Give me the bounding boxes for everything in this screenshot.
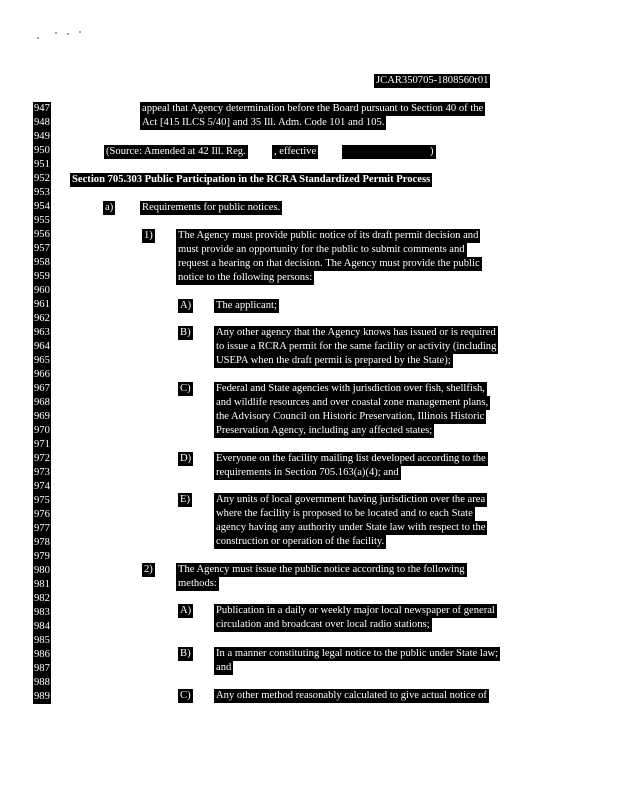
item-C2-text: Any other method reasonably calculated to give actual notice of xyxy=(216,690,487,701)
line-number: 958 xyxy=(34,257,50,268)
item-C2-label: C) xyxy=(180,690,191,701)
item-A2-line: Publication in a daily or weekly major local newspaper of general xyxy=(216,605,495,616)
line-number: 963 xyxy=(34,327,50,338)
document-id: JCAR350705-1808560r01 xyxy=(376,75,489,86)
line-number: 986 xyxy=(34,649,50,660)
item-B-line: to issue a RCRA permit for the same facility or activity (including xyxy=(216,341,497,352)
speck xyxy=(55,32,57,34)
item-2-label: 2) xyxy=(144,564,153,575)
line-number: 989 xyxy=(34,691,50,702)
speck xyxy=(67,33,69,35)
source-effective: , effective xyxy=(274,146,317,157)
line-number: 967 xyxy=(34,383,50,394)
scan-specks xyxy=(37,32,97,40)
item-C-line: Preservation Agency, including any affected states; xyxy=(216,425,433,436)
item-D-line: Everyone on the facility mailing list developed according to the xyxy=(216,453,486,464)
item-A2-label: A) xyxy=(180,605,192,616)
item-E-line: agency having any authority under State law with respect to the xyxy=(216,522,486,533)
speck xyxy=(79,31,81,33)
line-number: 975 xyxy=(34,495,50,506)
item-1-line: The Agency must provide public notice of its draft permit decision and xyxy=(178,230,479,241)
subsection-a-label: a) xyxy=(105,202,114,213)
item-1-line: must provide an opportunity for the public to submit comments and xyxy=(178,244,465,255)
item-D-label: D) xyxy=(180,453,192,464)
line-number: 947 xyxy=(34,103,50,114)
source-effective-blank xyxy=(342,145,434,159)
line-number: 987 xyxy=(34,663,50,674)
item-C-line: and wildlife resources and over coastal zone management plans, xyxy=(216,397,489,408)
source-close-paren: ) xyxy=(430,146,434,157)
line-number: 955 xyxy=(34,215,50,226)
text-line-947: appeal that Agency determination before the Board pursuant to Section 40 of the xyxy=(142,103,484,114)
line-number: 984 xyxy=(34,621,50,632)
item-C-line: Federal and State agencies with jurisdiction over fish, shellfish, xyxy=(216,383,485,394)
line-number: 952 xyxy=(34,173,50,184)
line-number: 988 xyxy=(34,677,50,688)
item-E-line: construction or operation of the facility. xyxy=(216,536,385,547)
line-number: 982 xyxy=(34,593,50,604)
line-number: 980 xyxy=(34,565,50,576)
source-note: (Source: Amended at 42 Ill. Reg. xyxy=(106,146,246,157)
item-E-label: E) xyxy=(180,494,190,505)
line-number: 970 xyxy=(34,425,50,436)
section-heading: Section 705.303 Public Participation in the RCRA Standardized Permit Process xyxy=(72,174,431,185)
line-number: 973 xyxy=(34,467,50,478)
line-number: 961 xyxy=(34,299,50,310)
line-number: 965 xyxy=(34,355,50,366)
line-number: 968 xyxy=(34,397,50,408)
item-E-line: Any units of local government having jurisdiction over the area xyxy=(216,494,486,505)
line-number: 977 xyxy=(34,523,50,534)
item-2-line: The Agency must issue the public notice according to the following xyxy=(178,564,465,575)
line-number: 981 xyxy=(34,579,50,590)
item-D-line: requirements in Section 705.163(a)(4); and xyxy=(216,467,399,478)
line-number: 972 xyxy=(34,453,50,464)
item-A-label: A) xyxy=(180,300,192,311)
item-B2-line: and xyxy=(216,662,232,673)
line-number: 978 xyxy=(34,537,50,548)
item-E-line: where the facility is proposed to be located and to each State xyxy=(216,508,473,519)
line-number: 983 xyxy=(34,607,50,618)
line-number: 969 xyxy=(34,411,50,422)
item-1-line: notice to the following persons: xyxy=(178,272,313,283)
line-number: 979 xyxy=(34,551,50,562)
item-C-line: the Advisory Council on Historic Preservation, Illinois Historic xyxy=(216,411,485,422)
speck xyxy=(37,37,39,39)
item-B2-label: B) xyxy=(180,648,191,659)
item-1-label: 1) xyxy=(144,230,153,241)
line-number: 985 xyxy=(34,635,50,646)
line-number: 951 xyxy=(34,159,50,170)
item-C-label: C) xyxy=(180,383,191,394)
line-number: 950 xyxy=(34,145,50,156)
line-number: 976 xyxy=(34,509,50,520)
line-number: 962 xyxy=(34,313,50,324)
item-A2-line: circulation and broadcast over local radio stations; xyxy=(216,619,430,630)
item-B-line: Any other agency that the Agency knows has issued or is required xyxy=(216,327,496,338)
line-number: 964 xyxy=(34,341,50,352)
line-number: 948 xyxy=(34,117,50,128)
line-number: 960 xyxy=(34,285,50,296)
line-number: 971 xyxy=(34,439,50,450)
line-number: 966 xyxy=(34,369,50,380)
item-A-text: The applicant; xyxy=(216,300,277,311)
line-number: 956 xyxy=(34,229,50,240)
line-number: 953 xyxy=(34,187,50,198)
item-B2-line: In a manner constituting legal notice to the public under State law; xyxy=(216,648,499,659)
line-number: 974 xyxy=(34,481,50,492)
line-number: 957 xyxy=(34,243,50,254)
line-number: 949 xyxy=(34,131,50,142)
item-2-line: methods: xyxy=(178,578,217,589)
line-number: 959 xyxy=(34,271,50,282)
item-B-label: B) xyxy=(180,327,191,338)
item-B-line: USEPA when the draft permit is prepared by the State); xyxy=(216,355,451,366)
item-1-line: request a hearing on that decision. The Agency must provide the public xyxy=(178,258,480,269)
text-line-948: Act [415 ILCS 5/40] and 35 Ill. Adm. Code 101 and 105. xyxy=(142,117,385,128)
subsection-a-text: Requirements for public notices. xyxy=(142,202,281,213)
line-number: 954 xyxy=(34,201,50,212)
